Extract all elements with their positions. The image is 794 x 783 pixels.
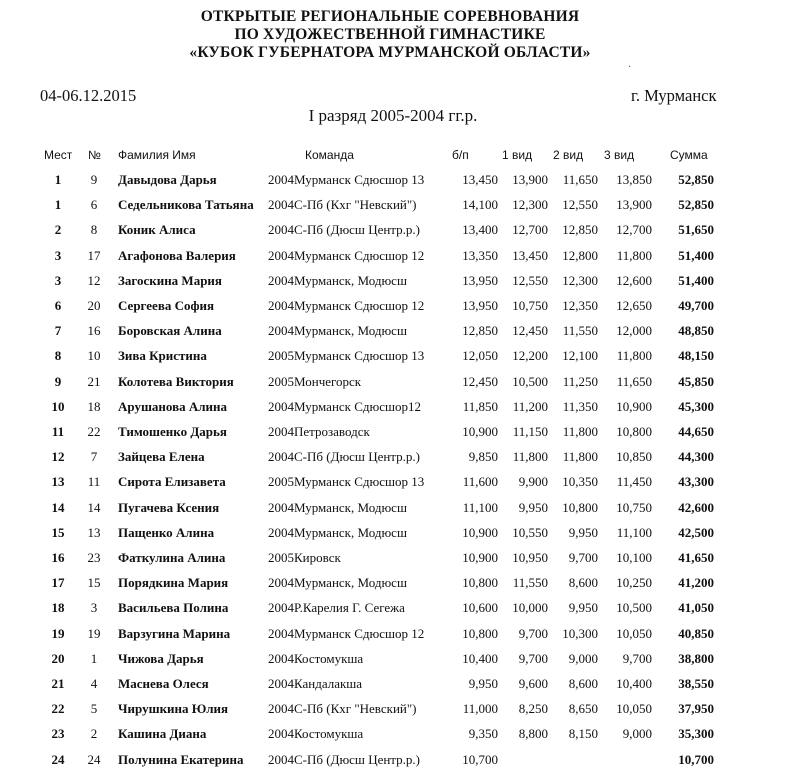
score-apparatus-1: 12,300 <box>512 197 548 213</box>
score-bp: 13,950 <box>462 298 498 313</box>
athlete-name: Порядкина Мария <box>118 575 229 591</box>
score-bp: 11,000 <box>462 701 498 717</box>
score-total: 41,200 <box>678 575 714 591</box>
athlete-name: Чижова Дарья <box>118 650 204 666</box>
score-apparatus-1: 10,500 <box>512 373 548 389</box>
score-apparatus-1: 11,800 <box>512 449 548 465</box>
score-apparatus-1: 9,950 <box>518 499 548 515</box>
athlete-name: Чирушкина Юлия <box>118 701 229 717</box>
athlete-name: Давыдова Дарья <box>118 172 217 187</box>
score-total: 45,300 <box>678 398 714 414</box>
result-place: 2 <box>54 222 62 238</box>
score-total: 51,650 <box>678 222 714 238</box>
score-total: 40,850 <box>678 625 714 641</box>
competition-city: г. Мурманск <box>631 86 717 105</box>
score-apparatus-3: 11,650 <box>616 373 652 389</box>
table-row <box>0 370 794 395</box>
column-header-team: Команда <box>305 148 354 162</box>
result-place: 12 <box>51 449 65 465</box>
score-apparatus-2: 12,350 <box>562 298 598 313</box>
column-header-apparatus-1: 1 вид <box>502 148 533 162</box>
result-place: 23 <box>51 726 65 742</box>
score-apparatus-3: 10,850 <box>616 449 652 465</box>
score-apparatus-3: 12,700 <box>616 222 652 238</box>
table-row <box>0 269 794 294</box>
team-name: 2004С-Пб (Дюсш Центр.р.) <box>268 751 420 767</box>
athlete-name: Кашина Диана <box>118 726 207 742</box>
score-apparatus-2: 10,300 <box>562 625 598 641</box>
score-bp: 10,900 <box>462 550 498 565</box>
team-name: 2004С-Пб (Кхг "Невский") <box>268 197 417 213</box>
score-apparatus-2: 9,700 <box>568 550 598 565</box>
result-place: 21 <box>51 676 65 691</box>
table-row <box>0 395 794 420</box>
score-apparatus-2: 8,600 <box>568 676 598 691</box>
score-apparatus-2: 9,950 <box>568 600 598 616</box>
score-apparatus-3: 10,250 <box>616 575 652 591</box>
score-bp: 12,850 <box>462 323 498 339</box>
score-apparatus-1: 8,800 <box>518 726 548 742</box>
score-apparatus-1: 9,600 <box>518 676 548 691</box>
team-name: 2005Мурманск Сдюсшор 13 <box>268 348 425 364</box>
score-apparatus-2: 9,000 <box>568 650 598 666</box>
result-place: 1 <box>54 197 62 213</box>
score-bp: 13,350 <box>462 247 498 263</box>
team-name: 2004Мурманск Сдюсшор 13 <box>268 172 425 187</box>
score-total: 37,950 <box>678 701 714 717</box>
score-apparatus-2: 12,850 <box>562 222 598 238</box>
score-total: 48,150 <box>678 348 714 364</box>
score-apparatus-3: 10,100 <box>616 550 652 565</box>
score-apparatus-2: 11,800 <box>562 449 598 465</box>
athlete-name: Тимошенко Дарья <box>118 424 227 439</box>
score-bp: 10,600 <box>462 600 498 616</box>
score-apparatus-2: 11,350 <box>562 398 598 414</box>
score-bp: 10,800 <box>462 625 498 641</box>
table-row <box>0 521 794 546</box>
score-apparatus-1: 10,000 <box>512 600 548 616</box>
result-place: 17 <box>51 575 65 591</box>
athlete-name: Коник Алиса <box>118 222 196 238</box>
table-row <box>0 571 794 596</box>
table-row <box>0 168 794 193</box>
score-apparatus-2: 12,300 <box>562 272 598 288</box>
team-name: 2004Кандалакша <box>268 676 363 691</box>
score-apparatus-3: 11,800 <box>616 247 652 263</box>
document-title-line-3: «КУБОК ГУБЕРНАТОРА МУРМАНСКОЙ ОБЛАСТИ» <box>189 44 591 61</box>
score-bp: 10,900 <box>462 524 498 540</box>
participant-number: 15 <box>87 575 101 591</box>
team-name: 2004Мурманск, Модюсш <box>268 575 407 591</box>
column-header-number: № <box>88 148 101 162</box>
team-name: 2004Мурманск, Модюсш <box>268 524 407 540</box>
result-place: 7 <box>54 323 62 339</box>
result-place: 14 <box>51 499 65 515</box>
column-header-apparatus-2: 2 вид <box>553 148 584 162</box>
score-apparatus-2: 8,600 <box>568 575 598 591</box>
result-place: 18 <box>51 600 65 616</box>
participant-number: 17 <box>87 247 101 263</box>
participant-number: 22 <box>87 424 101 439</box>
score-apparatus-3: 12,600 <box>616 272 652 288</box>
score-total: 35,300 <box>678 726 714 742</box>
athlete-name: Боровская Алина <box>118 323 222 339</box>
result-place: 8 <box>54 348 62 364</box>
participant-number: 1 <box>90 650 98 666</box>
score-apparatus-2: 9,950 <box>568 524 598 540</box>
result-place: 11 <box>51 424 65 439</box>
score-apparatus-2: 11,550 <box>562 323 598 339</box>
competition-date: 04-06.12.2015 <box>40 86 137 105</box>
document-title-line-1: ОТКРЫТЫЕ РЕГИОНАЛЬНЫЕ СОРЕВНОВАНИЯ <box>200 8 580 25</box>
result-place: 3 <box>54 247 62 263</box>
score-apparatus-1: 11,150 <box>512 424 548 439</box>
score-total: 51,400 <box>678 272 714 288</box>
score-bp: 13,450 <box>462 172 498 187</box>
team-name: 2004Мурманск Сдюсшор 12 <box>268 625 425 641</box>
athlete-name: Агафонова Валерия <box>118 247 236 263</box>
scan-speck: · <box>628 62 632 73</box>
score-apparatus-2: 11,250 <box>562 373 598 389</box>
score-apparatus-1: 9,700 <box>518 625 548 641</box>
score-apparatus-2: 12,800 <box>562 247 598 263</box>
score-bp: 13,950 <box>462 272 498 288</box>
result-place: 19 <box>51 625 65 641</box>
document-title-line-2: ПО ХУДОЖЕСТВЕННОЙ ГИМНАСТИКЕ <box>234 26 546 43</box>
table-row <box>0 470 794 495</box>
team-name: 2005Кировск <box>268 550 341 565</box>
athlete-name: Пащенко Алина <box>118 524 215 540</box>
participant-number: 12 <box>87 272 101 288</box>
score-bp: 10,400 <box>462 650 498 666</box>
participant-number: 4 <box>90 676 98 691</box>
team-name: 2004Костомукша <box>268 650 364 666</box>
score-total: 38,800 <box>678 650 714 666</box>
team-name: 2004Р.Карелия Г. Сегежа <box>268 600 405 616</box>
table-row <box>0 647 794 672</box>
athlete-name: Пугачева Ксения <box>118 499 220 515</box>
score-apparatus-2: 10,800 <box>562 499 598 515</box>
score-apparatus-3: 10,050 <box>616 701 652 717</box>
score-apparatus-2: 12,100 <box>562 348 598 364</box>
result-place: 10 <box>51 398 65 414</box>
participant-number: 2 <box>90 726 98 742</box>
score-apparatus-1: 8,250 <box>518 701 548 717</box>
team-name: 2004Костомукша <box>268 726 364 742</box>
score-apparatus-1: 11,200 <box>512 398 548 414</box>
score-apparatus-3: 10,050 <box>616 625 652 641</box>
score-apparatus-3: 9,700 <box>622 650 652 666</box>
score-apparatus-1: 9,700 <box>518 650 548 666</box>
team-name: 2005Мончегорск <box>268 373 362 389</box>
score-apparatus-3: 11,100 <box>616 524 652 540</box>
score-apparatus-3: 10,800 <box>616 424 652 439</box>
team-name: 2004Мурманск Сдюсшор 12 <box>268 298 425 313</box>
result-place: 1 <box>54 172 62 187</box>
score-total: 44,300 <box>678 449 714 465</box>
participant-number: 18 <box>87 398 101 414</box>
score-bp: 14,100 <box>462 197 498 213</box>
participant-number: 16 <box>87 323 101 339</box>
score-total: 51,400 <box>678 247 714 263</box>
score-bp: 10,800 <box>462 575 498 591</box>
table-row <box>0 344 794 369</box>
score-bp: 9,950 <box>468 676 498 691</box>
score-total: 49,700 <box>678 298 714 313</box>
score-apparatus-3: 10,500 <box>616 600 652 616</box>
table-row <box>0 218 794 243</box>
team-name: 2004Мурманск Сдюсшор 12 <box>268 247 425 263</box>
score-apparatus-1: 12,550 <box>512 272 548 288</box>
participant-number: 24 <box>87 751 101 767</box>
team-name: 2004С-Пб (Дюсш Центр.р.) <box>268 449 420 465</box>
participant-number: 9 <box>90 172 98 187</box>
result-place: 22 <box>51 701 65 717</box>
table-row <box>0 622 794 647</box>
table-row <box>0 294 794 319</box>
score-bp: 11,850 <box>462 398 498 414</box>
score-apparatus-2: 8,150 <box>568 726 598 742</box>
score-apparatus-3: 13,900 <box>616 197 652 213</box>
score-apparatus-3: 10,900 <box>616 398 652 414</box>
score-bp: 10,700 <box>462 751 498 767</box>
score-total: 45,850 <box>678 373 714 389</box>
score-total: 48,850 <box>678 323 714 339</box>
participant-number: 19 <box>87 625 101 641</box>
score-bp: 12,450 <box>462 373 498 389</box>
score-apparatus-1: 13,900 <box>512 172 548 187</box>
athlete-name: Варзугина Марина <box>118 625 231 641</box>
table-row <box>0 244 794 269</box>
column-header-name: Фамилия Имя <box>118 148 196 162</box>
participant-number: 11 <box>87 474 101 490</box>
team-name: 2004С-Пб (Кхг "Невский") <box>268 701 417 717</box>
score-apparatus-3: 11,800 <box>616 348 652 364</box>
score-apparatus-2: 11,650 <box>562 172 598 187</box>
participant-number: 13 <box>87 524 101 540</box>
score-total: 43,300 <box>678 474 714 490</box>
participant-number: 21 <box>87 373 101 389</box>
score-total: 41,050 <box>678 600 714 616</box>
score-total: 38,550 <box>678 676 714 691</box>
participant-number: 3 <box>90 600 98 616</box>
score-bp: 13,400 <box>462 222 498 238</box>
athlete-name: Фаткулина Алина <box>118 550 226 565</box>
table-row <box>0 546 794 571</box>
athlete-name: Васильева Полина <box>118 600 229 616</box>
participant-number: 8 <box>90 222 98 238</box>
table-row <box>0 193 794 218</box>
participant-number: 5 <box>90 701 98 717</box>
score-apparatus-1: 10,550 <box>512 524 548 540</box>
athlete-name: Маснева Олеся <box>118 676 209 691</box>
score-apparatus-3: 11,450 <box>616 474 652 490</box>
result-place: 13 <box>51 474 65 490</box>
result-place: 24 <box>51 751 65 767</box>
result-place: 9 <box>54 373 62 389</box>
score-apparatus-1: 10,950 <box>512 550 548 565</box>
team-name: 2004Мурманск Сдюсшор12 <box>268 398 422 414</box>
score-apparatus-3: 10,400 <box>616 676 652 691</box>
score-apparatus-1: 10,750 <box>512 298 548 313</box>
score-apparatus-3: 9,000 <box>622 726 652 742</box>
score-bp: 11,600 <box>462 474 498 490</box>
score-bp: 11,100 <box>462 499 498 515</box>
table-row <box>0 672 794 697</box>
score-apparatus-2: 12,550 <box>562 197 598 213</box>
team-name: 2005Мурманск Сдюсшор 13 <box>268 474 425 490</box>
score-apparatus-2: 11,800 <box>562 424 598 439</box>
score-apparatus-1: 12,450 <box>512 323 548 339</box>
score-apparatus-3: 10,750 <box>616 499 652 515</box>
athlete-name: Арушанова Алина <box>118 398 228 414</box>
score-apparatus-3: 12,000 <box>616 323 652 339</box>
participant-number: 20 <box>87 298 101 313</box>
participant-number: 10 <box>87 348 101 364</box>
participant-number: 23 <box>87 550 101 565</box>
table-row <box>0 697 794 722</box>
athlete-name: Зайцева Елена <box>118 449 205 465</box>
table-row <box>0 596 794 621</box>
category-subtitle: I разряд 2005-2004 гг.р. <box>308 106 478 125</box>
table-row <box>0 319 794 344</box>
score-apparatus-1: 13,450 <box>512 247 548 263</box>
column-header-sum: Сумма <box>670 148 708 162</box>
column-header-place: Мест <box>44 148 73 162</box>
score-apparatus-1: 12,200 <box>512 348 548 364</box>
athlete-name: Сирота Елизавета <box>118 474 226 490</box>
athlete-name: Зива Кристина <box>118 348 207 364</box>
score-apparatus-1: 12,700 <box>512 222 548 238</box>
result-place: 16 <box>51 550 65 565</box>
score-total: 52,850 <box>678 197 714 213</box>
team-name: 2004Мурманск, Модюсш <box>268 323 407 339</box>
score-total: 44,650 <box>678 424 714 439</box>
score-bp: 9,850 <box>468 449 498 465</box>
result-place: 6 <box>54 298 62 313</box>
table-row <box>0 496 794 521</box>
team-name: 2004Мурманск, Модюсш <box>268 272 407 288</box>
column-header-bp: б/п <box>452 148 469 162</box>
team-name: 2004Мурманск, Модюсш <box>268 499 407 515</box>
score-apparatus-1: 11,550 <box>512 575 548 591</box>
athlete-name: Седельникова Татьяна <box>118 197 254 213</box>
result-place: 3 <box>54 272 62 288</box>
score-total: 42,500 <box>678 524 714 540</box>
result-place: 20 <box>51 650 65 666</box>
table-row <box>0 748 794 773</box>
score-bp: 12,050 <box>462 348 498 364</box>
score-total: 41,650 <box>678 550 714 565</box>
score-apparatus-2: 8,650 <box>568 701 598 717</box>
score-bp: 9,350 <box>468 726 498 742</box>
athlete-name: Сергеева София <box>118 298 214 313</box>
score-apparatus-3: 12,650 <box>616 298 652 313</box>
result-place: 15 <box>51 524 65 540</box>
score-apparatus-3: 13,850 <box>616 172 652 187</box>
score-bp: 10,900 <box>462 424 498 439</box>
table-row <box>0 420 794 445</box>
table-row <box>0 722 794 747</box>
athlete-name: Загоскина Мария <box>118 272 222 288</box>
score-total: 52,850 <box>678 172 714 187</box>
participant-number: 14 <box>87 499 101 515</box>
score-apparatus-2: 10,350 <box>562 474 598 490</box>
score-total: 10,700 <box>678 751 714 767</box>
participant-number: 6 <box>90 197 98 213</box>
athlete-name: Полунина Екатерина <box>118 751 244 767</box>
team-name: 2004С-Пб (Дюсш Центр.р.) <box>268 222 420 238</box>
column-header-apparatus-3: 3 вид <box>604 148 635 162</box>
team-name: 2004Петрозаводск <box>268 424 370 439</box>
score-apparatus-1: 9,900 <box>518 474 548 490</box>
athlete-name: Колотева Виктория <box>118 373 234 389</box>
score-total: 42,600 <box>678 499 714 515</box>
table-row <box>0 445 794 470</box>
participant-number: 7 <box>90 449 98 465</box>
